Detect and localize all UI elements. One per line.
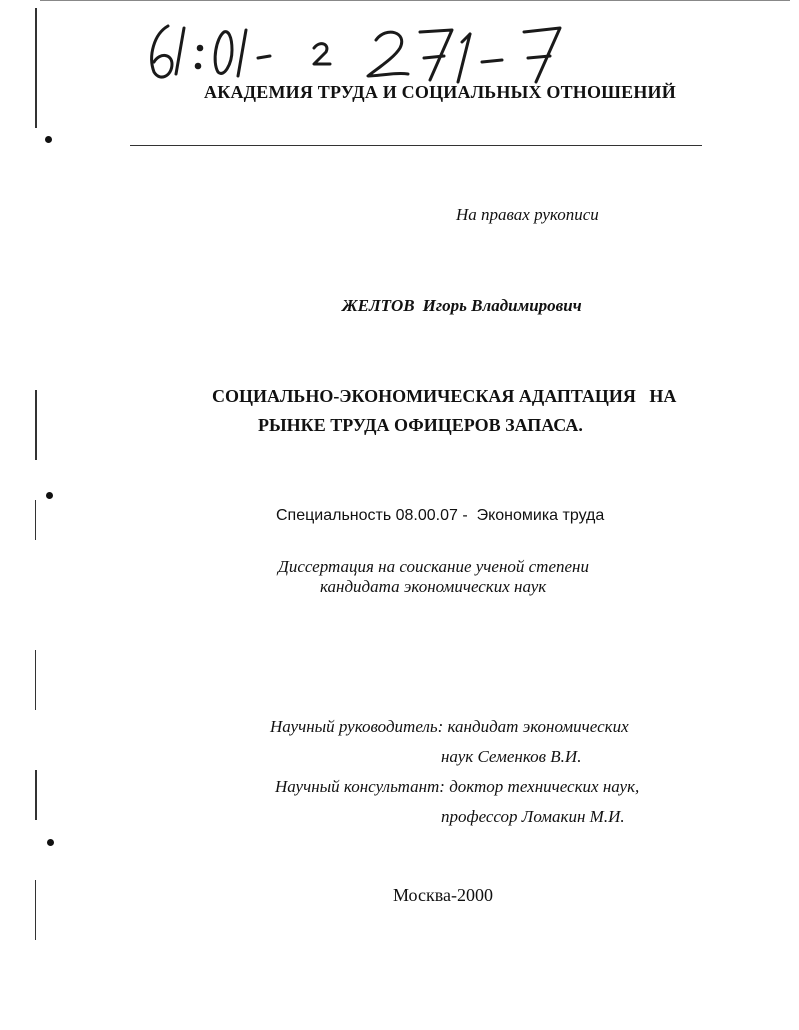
- author-given-names: Игорь Владимирович: [422, 296, 582, 315]
- scientific-supervisor-line-2: наук Семенков В.И.: [441, 747, 582, 766]
- author-surname: ЖЕЛТОВ: [342, 296, 415, 315]
- scientific-supervisor-line-1: Научный руководитель: кандидат экономических: [270, 717, 629, 736]
- thesis-title-line-1: СОЦИАЛЬНО-ЭКОНОМИЧЕСКАЯ АДАПТАЦИЯ НА: [212, 386, 677, 406]
- scan-top-border: [40, 0, 790, 1]
- thesis-title-line-2: РЫНКЕ ТРУДА ОФИЦЕРОВ ЗАПАСА.: [258, 415, 583, 435]
- handwritten-annotation: [140, 18, 600, 88]
- scientific-consultant-line-1: Научный консультант: доктор технических наук,: [275, 777, 640, 796]
- scan-edge-line: [35, 500, 36, 540]
- scan-dot: [47, 839, 54, 846]
- scan-dot: [45, 136, 52, 143]
- scan-edge-line: [35, 770, 37, 820]
- institution-name: АКАДЕМИЯ ТРУДА И СОЦИАЛЬНЫХ ОТНОШЕНИЙ: [204, 82, 676, 102]
- scan-edge-line: [35, 390, 37, 460]
- author-name: [342, 296, 582, 316]
- scan-dot: [46, 492, 53, 499]
- dissertation-line-2: кандидата экономических наук: [320, 577, 547, 596]
- specialty: Специальность 08.00.07 - Экономика труда: [276, 507, 605, 524]
- scan-edge-line: [35, 650, 36, 710]
- scan-edge-line: [35, 8, 37, 128]
- manuscript-note: На правах рукописи: [456, 205, 599, 224]
- dissertation-line-1: Диссертация на соискание ученой степени: [278, 557, 589, 576]
- header-divider: [130, 145, 702, 146]
- city-year: Москва-2000: [393, 885, 493, 905]
- scientific-consultant-line-2: профессор Ломакин М.И.: [441, 807, 625, 826]
- scan-edge-line: [35, 880, 36, 940]
